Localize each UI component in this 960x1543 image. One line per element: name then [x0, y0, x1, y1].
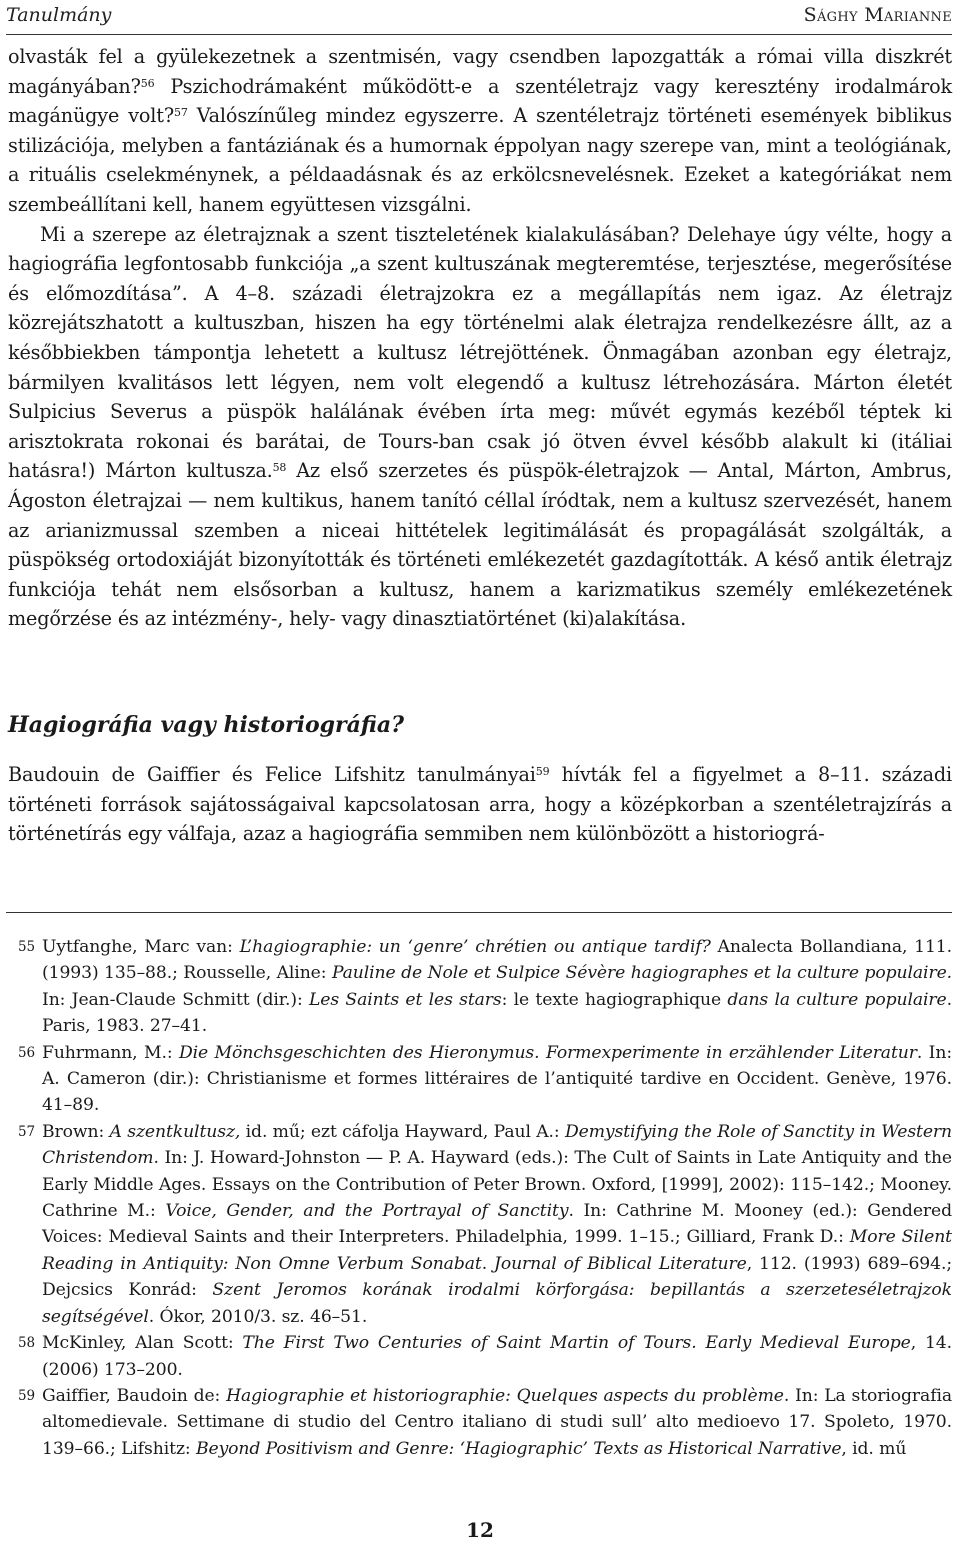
- footnote-number: 56: [18, 1044, 35, 1061]
- footnote-separator: [6, 912, 952, 913]
- footnote-text: Fuhrmann, M.: Die Mönchsgeschichten des Hieronymus. Formexperimente in erzählender Literatur. In: A. Cameron (dir.): Christianisme et formes littéraires de l’antiquité tardive en Occident. Genève, 1976. 41–89.: [42, 1042, 953, 1116]
- header-section-label: Tanulmány: [6, 4, 112, 26]
- footnote-57: [8, 1119, 952, 1330]
- footnote-58: [8, 1330, 952, 1383]
- footnote-text: McKinley, Alan Scott: The First Two Centuries of Saint Martin of Tours. Early Medieval Europe, 14. (2006) 173–200.: [42, 1333, 953, 1380]
- footnote-56: [8, 1040, 952, 1119]
- running-header: [6, 4, 952, 28]
- paragraph-1: olvasták fel a gyülekezetnek a szentmisén, vagy csendben lapozgatták a római villa diszkrét magányában?$^{56}$ Pszichodrámaként működött-e a szentéletrajz vagy keresztény irodalmárok magánügye volt?$^{57}$ Valószínűleg mindez egyszerre. A szentéletrajz történeti események biblikus stilizációja, melyben a fantáziának és a humornak éppolyan nagy szerepe van, mint a teológiának, a rituális cselekménynek, a példaadásnak és az erkölcsnevelésnek. Ezeket a kategóriákat nem szembeállítani kell, hanem együttesen vizsgálni.: [8, 45, 952, 216]
- body-text-block: [8, 42, 952, 634]
- footnote-ref-58[interactable]: 58: [272, 461, 287, 475]
- header-author-name: Sághy Marianne: [803, 4, 952, 26]
- footnotes: [8, 934, 952, 1462]
- footnote-55: [8, 934, 952, 1040]
- section-heading: Hagiográfia vagy historiográfia?: [8, 712, 405, 738]
- page-number: 12: [466, 1518, 494, 1542]
- paragraph-3: Baudouin de Gaiffier és Felice Lifshitz tanulmányai$^{59}$ hívták fel a figyelmet a 8–11. századi történeti források sajátosságaival kapcsolatosan arra, hogy a középkorban a szentéletrajzírás a történetírás egy válfaja, azaz a hagiográfia semmiben nem különbözött a historiográ-: [8, 763, 953, 846]
- footnote-text: Brown: A szentkultusz, id. mű; ezt cáfolja Hayward, Paul A.: Demystifying the Role of Sanctity in Western Christendom. In: J. Howard-Johnston — P. A. Hayward (eds.): The Cult of Saints in Late Antiquity and the Early Middle Ages. Essays on the Contribution of Peter Brown. Oxford, [1999], 2002): 115–142.; Mooney. Cathrine M.: Voice, Gender, and the Portrayal of Sanctity. In: Cathrine M. Mooney (ed.): Gendered Voices: Medieval Saints and their Interpreters. Philadelphia, 1999. 1–15.; Gilliard, Frank D.: More Silent Reading in Antiquity: Non Omne Verbum Sonabat. Journal of Biblical Literature, 112. (1993) 689–694.; Dejcsics Konrád: Szent Jeromos korának irodalmi körforgása: bepillantás a szerzeteséletrajzok segítségével. Ókor, 2010/3. sz. 46–51.: [42, 1121, 953, 1327]
- footnote-number: 55: [18, 939, 35, 955]
- footnote-text: Uytfanghe, Marc van: L’hagiographie: un ‘genre’ chrétien ou antique tardif? Analecta Bollandiana, 111. (1993) 135–88.; Rousselle, Aline: Pauline de Nole et Sulpice Sévère hagiographes et la culture populaire. In: Jean-Claude Schmitt (dir.): Les Saints et les stars: le texte hagiographique dans la culture populaire. Paris, 1983. 27–41.: [42, 937, 953, 1037]
- footnote-number: 57: [18, 1123, 35, 1140]
- paragraph-2: Mi a szerepe az életrajznak a szent tiszteletének kialakulásában? Delehaye úgy vélte, hogy a hagiográfia legfontosabb funkciója „a szent kultuszának megteremtése, terjesztése, megerősítése és előmozdítása”. A 4–8. századi életrajzokra ez a megállapítás nem igaz. Az életrajz közrejátszhatott a kultuszban, hiszen ha egy történelmi alak életrajza rendelkezésre állt, az a későbbiekben támpontja lehetett a kultusz létrejöttének. Önmagában azonban egy életrajz, bármilyen kvalitásos lett légyen, nem volt elegendő a kultusz létrehozására. Márton életét Sulpicius Severus a püspök halálának évében írta meg: művét egymás kezéből téptek ki arisztokrata rokonai és barátai, de Tours-ban csak jó ötven évvel később alakult ki (itáliai hatásra!) Márton kultusza.$^{58}$ Az első szerzetes és püspök-életrajzok — Antal, Márton, Ambrus, Ágoston életrajzai — nem kultikus, hanem tanító céllal íródtak, nem a kultusz szervezését, hanem az arianizmussal szemben a niceai hittételek legitimálását és propagálását szolgálták, a püspökség ortodoxiáját bizonyították és történeti emlékezetét gazdagították. A késő antik életrajz funkciója tehát nem elsősorban a kultusz, hanem a karizmatikus személy emlékezetének megőrzése és az intézmény-, hely- vagy dinasztiatörténet (ki)alakítása.: [8, 222, 952, 631]
- footnote-number: 59: [18, 1387, 35, 1404]
- footnote-59: [8, 1383, 952, 1462]
- footnote-ref-59[interactable]: 59: [535, 765, 550, 778]
- footnote-ref-56[interactable]: 56: [140, 76, 155, 90]
- body-text-block-2: [8, 760, 952, 849]
- footnote-text: Gaiffier, Baudoin de: Hagiographie et historiographie: Quelques aspects du problème. In: La storiografia altomedievale. Settimane di studio del Centro italiano di studi sull’ alto medioevo 17. Spoleto, 1970. 139–66.; Lifshitz: Beyond Positivism and Genre: ‘Hagiographic’ Texts as Historical Narrative, id. mű: [42, 1385, 952, 1459]
- footnote-number: 58: [18, 1335, 35, 1352]
- footnote-ref-57[interactable]: 57: [173, 106, 188, 120]
- header-rule: [6, 34, 952, 35]
